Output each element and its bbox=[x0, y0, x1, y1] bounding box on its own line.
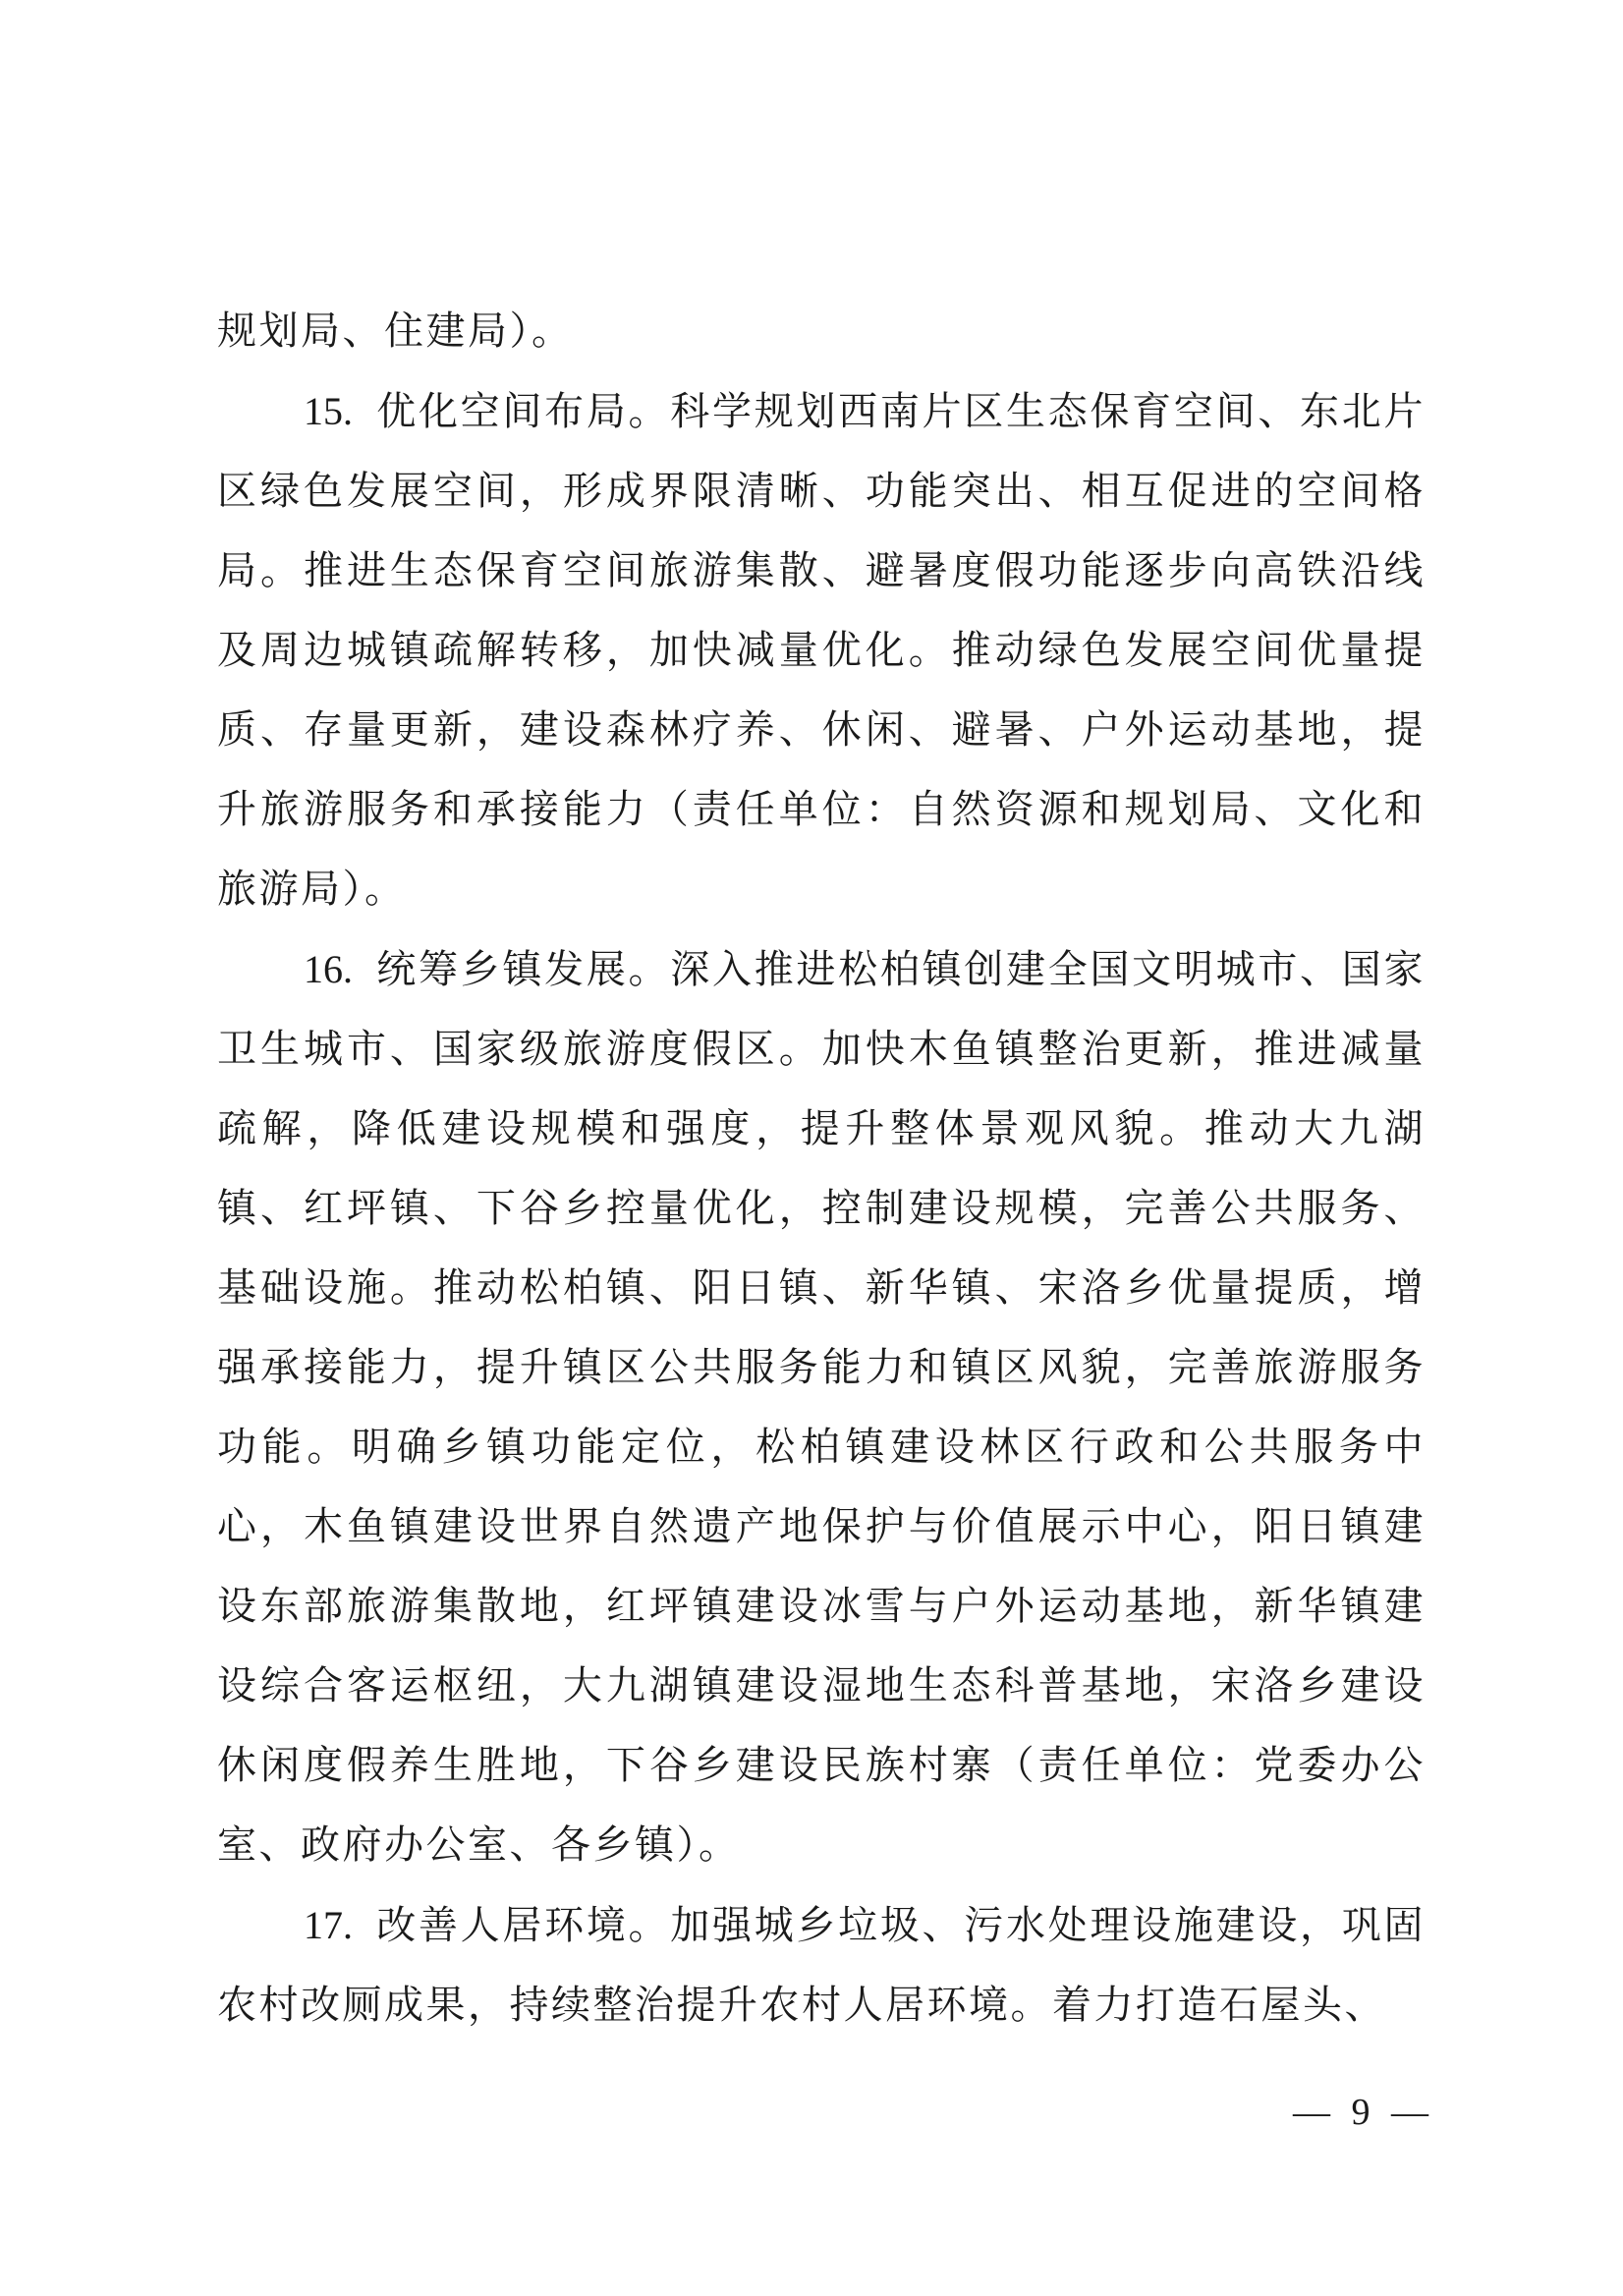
item-text: 改善人居环境。加强城乡垃圾、污水处理设施建设，巩固农村改厕成果，持续整治提升农村人居环境。着力打造石屋头、 bbox=[217, 1903, 1426, 2028]
item-text: 统筹乡镇发展。深入推进松柏镇创建全国文明城市、国家卫生城市、国家级旅游度假区。加快木鱼镇整治更新，推进减量疏解，降低建设规模和强度，提升整体景观风貌。推动大九湖镇、红坪镇、下谷乡控量优化，控制建设规模，完善公共服务、基础设施。推动松柏镇、阳日镇、新华镇、宋洛乡优量提质，增强承接能力，提升镇区公共服务能力和镇区风貌，完善旅游服务功能。明确乡镇功能定位，松柏镇建设林区行政和公共服务中心，木鱼镇建设世界自然遗产地保护与价值展示中心，阳日镇建设东部旅游集散地，红坪镇建设冰雪与户外运动基地，新华镇建设综合客运枢纽，大九湖镇建设湿地生态科普基地，宋洛乡建设休闲度假养生胜地，下谷乡建设民族村寨（责任单位：党委办公室、政府办公室、各乡镇）。 bbox=[217, 947, 1426, 1868]
item-number: 15. bbox=[304, 389, 353, 433]
item-text: 优化空间布局。科学规划西南片区生态保育空间、东北片区绿色发展空间，形成界限清晰、功能突出、相互促进的空间格局。推进生态保育空间旅游集散、避暑度假功能逐步向高铁沿线及周边城镇疏解转移，加快减量优化。推动绿色发展空间优量提质、存量更新，建设森林疗养、休闲、避暑、户外运动基地，提升旅游服务和承接能力（责任单位：自然资源和规划局、文化和旅游局）。 bbox=[217, 389, 1426, 912]
item-15-paragraph bbox=[217, 371, 1426, 929]
document-body bbox=[217, 292, 1426, 2045]
item-16-paragraph bbox=[217, 929, 1426, 1885]
item-number: 17. bbox=[304, 1903, 353, 1947]
item-number: 16. bbox=[304, 947, 353, 991]
page-number: — 9 — bbox=[1293, 2092, 1434, 2133]
continuation-paragraph: 规划局、住建局）。 bbox=[217, 308, 574, 354]
item-17-paragraph bbox=[217, 1885, 1426, 2045]
